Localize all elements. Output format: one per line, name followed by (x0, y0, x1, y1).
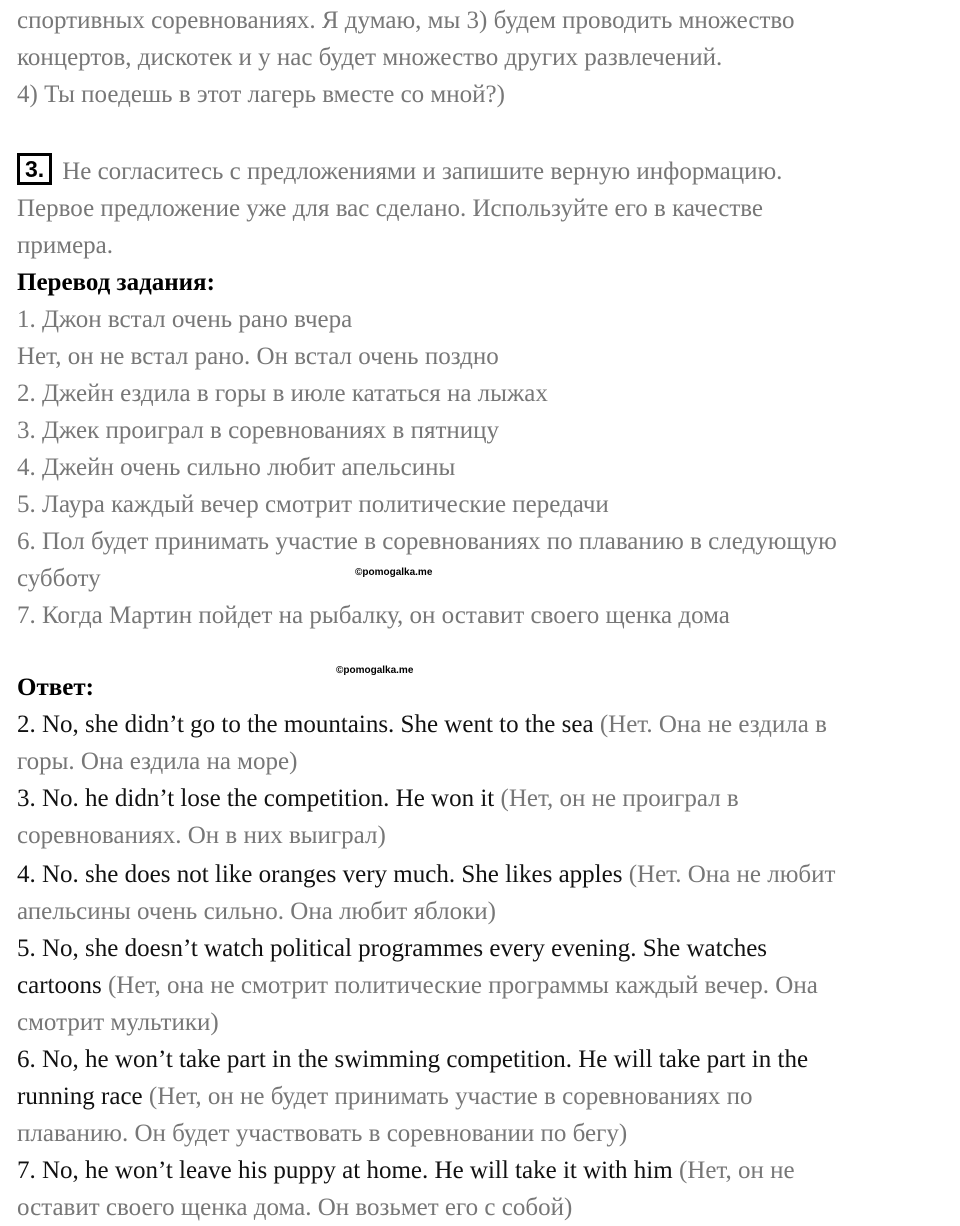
task-instruction-line: Не согласитесь с предложениями и запишите верную информацию. (62, 158, 783, 185)
answer-english: 7. No, he won’t leave his puppy at home. He will take it with him (17, 1157, 673, 1184)
task-number-badge: 3. (17, 153, 52, 185)
task-instruction-line: Первое предложение уже для вас сделано. Используйте его в качестве (17, 195, 764, 222)
answer-russian: плаванию. Он будет участвовать в соревновании по бегу) (17, 1120, 628, 1147)
answer-item (17, 706, 835, 743)
translation-item: 2. Джейн ездила в горы в июле кататься на лыжах (17, 380, 548, 407)
answer-english: 4. No. she does not like oranges very much. She likes apples (17, 861, 623, 888)
watermark: ©pomogalka.me (336, 665, 414, 676)
intro-line: концертов, дискотек и у нас будет множество других развлечений. (17, 44, 723, 71)
intro-paragraph (17, 2, 795, 113)
translation-item: 4. Джейн очень сильно любит апельсины (17, 454, 456, 481)
answer-item (17, 967, 835, 1004)
answer-english: 3. No. he didn’t lose the competition. He won it (17, 785, 495, 812)
translation-item: субботу (17, 565, 101, 592)
answer-russian: (Нет, он не (678, 1157, 795, 1184)
answer-english: cartoons (17, 972, 102, 999)
intro-line: спортивных соревнованиях. Я думаю, мы 3) будем проводить множество (17, 7, 795, 34)
answer-russian: смотрит мультики) (17, 1009, 219, 1036)
answer-russian: горы. Она ездила на море) (17, 748, 298, 775)
translation-item: 5. Лаура каждый вечер смотрит политические передачи (17, 491, 609, 518)
translation-item: 7. Когда Мартин пойдет на рыбалку, он оставит своего щенка дома (17, 602, 730, 629)
answer-russian: соревнованиях. Он в них выиграл) (17, 822, 386, 849)
answer-item (17, 780, 835, 817)
answer-russian: (Нет, он не проиграл в (500, 785, 739, 812)
answer-russian: апельсины очень сильно. Она любит яблоки) (17, 898, 496, 925)
answer-item (17, 1152, 835, 1189)
task-block (17, 153, 782, 264)
answer-item (17, 1078, 835, 1115)
answer-english: 5. No, she doesn’t watch political programmes every evening. She watches (17, 935, 768, 962)
answer-russian: (Нет, она не смотрит политические программы каждый вечер. Она (107, 972, 818, 999)
translation-item: Нет, он не встал рано. Он встал очень поздно (17, 343, 499, 370)
answer-english: 2. No, she didn’t go to the mountains. She went to the sea (17, 711, 594, 738)
answer-russian: (Нет. Она не ездила в (599, 711, 827, 738)
watermark: ©pomogalka.me (355, 567, 433, 578)
translation-item: 6. Пол будет принимать участие в соревнованиях по плаванию в следующую (17, 528, 837, 555)
task-instruction-line: примера. (17, 232, 114, 259)
intro-line: 4) Ты поедешь в этот лагерь вместе со мной?) (17, 81, 505, 108)
translation-item: 1. Джон встал очень рано вчера (17, 306, 353, 333)
answer-block (17, 669, 835, 1226)
answer-item (17, 856, 835, 893)
answer-russian: (Нет, он не будет принимать участие в соревнованиях по (148, 1083, 753, 1110)
answer-russian: оставит своего щенка дома. Он возьмет его с собой) (17, 1194, 573, 1221)
answer-english: 6. No, he won’t take part in the swimming competition. He will take part in the (17, 1046, 809, 1073)
answer-english: running race (17, 1083, 143, 1110)
answer-heading: Ответ: (17, 674, 94, 701)
translation-item: 3. Джек проиграл в соревнованиях в пятницу (17, 417, 500, 444)
translation-heading: Перевод задания: (17, 269, 215, 296)
answer-russian: (Нет. Она не любит (628, 861, 836, 888)
